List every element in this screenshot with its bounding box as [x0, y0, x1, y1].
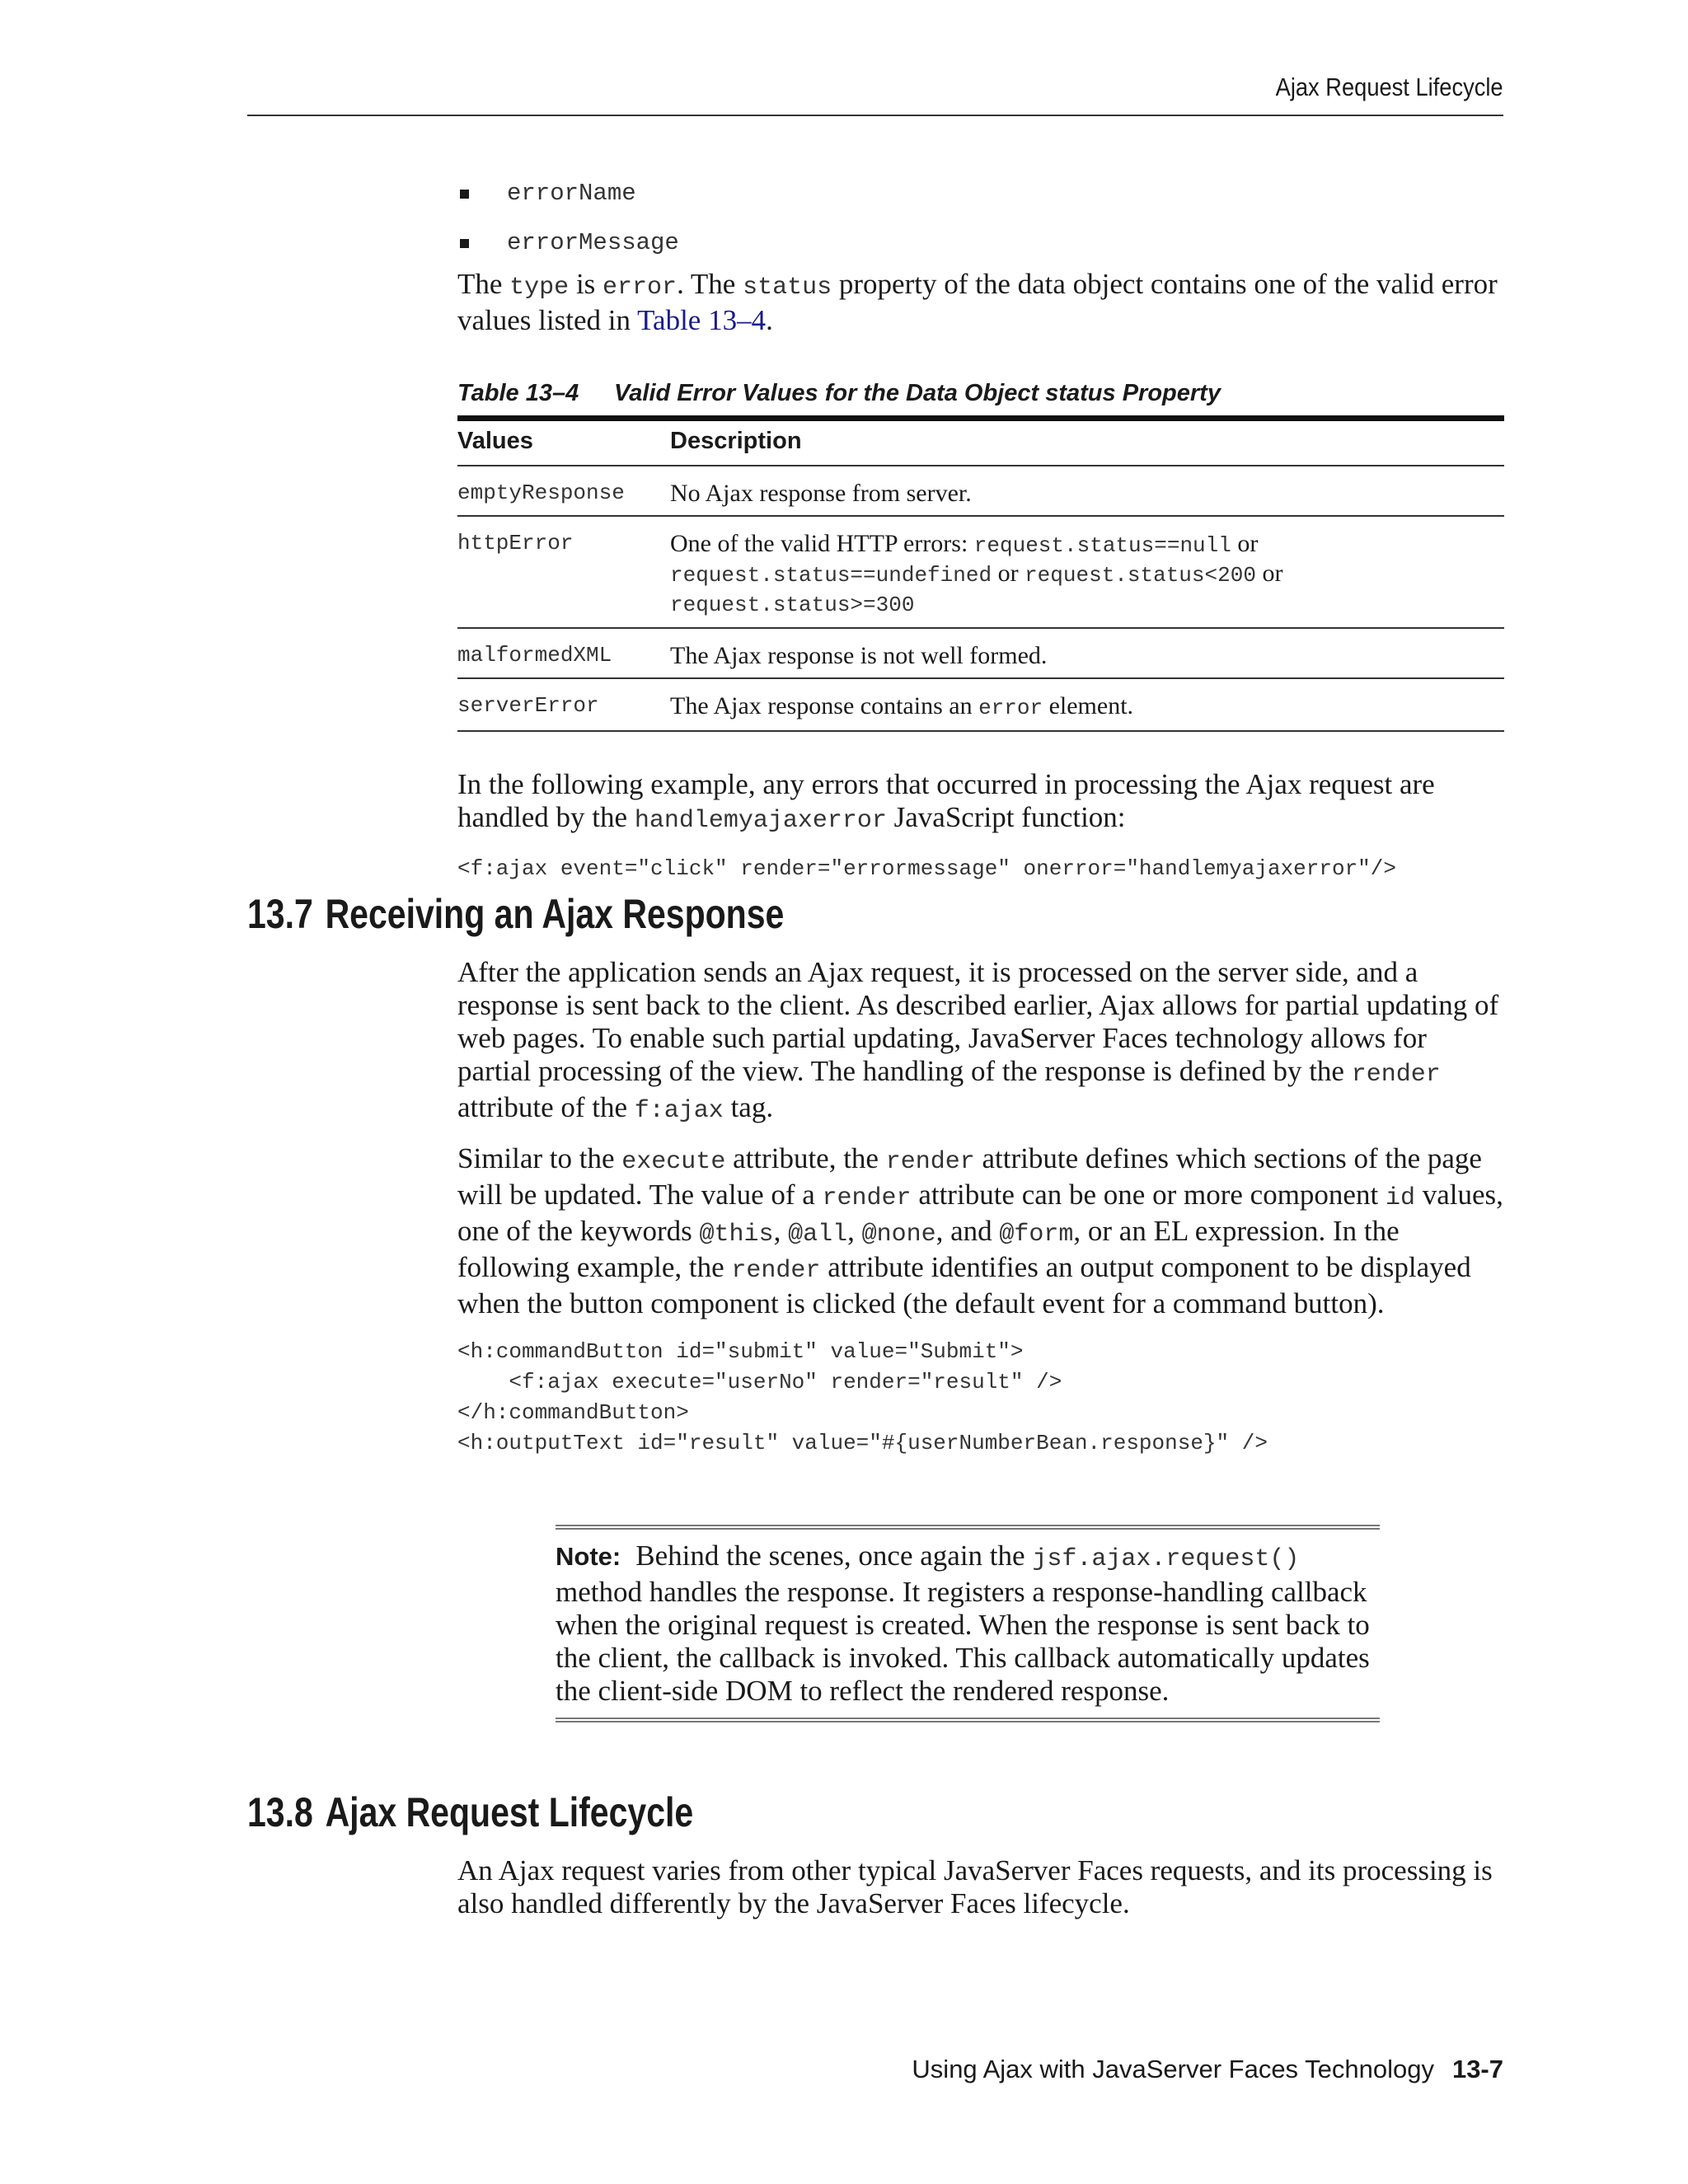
list-item [457, 169, 1504, 218]
table-row [457, 628, 1504, 678]
paragraph: After the application sends an Ajax request, it is processed on the server side, and a response is sent back to the client. As described earlier, Ajax allows for partial updating of web pages. To enable such partial updating, JavaServer Faces technology allows for partial processing of the view. The handling of the response is defined by the render attribute of the f:ajax tag. [457, 956, 1499, 1125]
note-label: Note: [556, 1542, 621, 1571]
description-cell: No Ajax response from server. [670, 466, 1504, 516]
example-code: <f:ajax event="click" render="errormessage" onerror="handlemyajaxerror"/> [457, 856, 1396, 881]
description-cell: The Ajax response contains an error element. [670, 678, 1504, 731]
table-caption-number: Table 13–4 [457, 380, 579, 406]
footer-book-title: Using Ajax with JavaServer Faces Technology [912, 2055, 1434, 2083]
paragraph: An Ajax request varies from other typical JavaServer Faces requests, and its processing is also handled differently by the JavaServer Faces lifecycle. [457, 1854, 1493, 1919]
table-row [457, 466, 1504, 516]
table-link[interactable]: Table 13–4 [637, 304, 767, 336]
error-values-table [457, 415, 1504, 732]
section-13-7-body [457, 956, 1504, 1459]
description-cell: The Ajax response is not well formed. [670, 628, 1504, 678]
column-header-values: Values [457, 419, 670, 466]
value-cell: emptyResponse [457, 466, 670, 516]
section-13-8-body [457, 1854, 1504, 1920]
page-footer [912, 2055, 1503, 2084]
value-cell: serverError [457, 678, 670, 731]
content-column [457, 169, 1504, 884]
table-header-row [457, 419, 1504, 466]
header-rule [247, 115, 1503, 116]
column-header-description: Description [670, 419, 1504, 466]
bullet-text: errorName [507, 180, 636, 207]
table-caption-title: Valid Error Values for the Data Object status Property [614, 380, 1221, 406]
table-row [457, 516, 1504, 628]
paragraph: Similar to the execute attribute, the render attribute defines which sections of the page will be updated. The value of a render attribute can be one or more component id values, one of the keywords @this, @all, @none, and @form, or an EL expression. In the following example, the render attribute identifies an output component to be displayed when the button component is clicked (the default event for a command button). [457, 1142, 1503, 1319]
command-button-code: <h:commandButton id="submit" value="Submit"> <f:ajax execute="userNo" render="result" /> </h:commandButton> <h:outputText id="result" value="#{userNumberBean.response}" /> [457, 1339, 1268, 1455]
value-cell: httpError [457, 516, 670, 628]
section-heading-13-7: 13.7 Receiving an Ajax Response [247, 891, 785, 937]
bullet-square-icon [460, 239, 469, 248]
example-paragraph: In the following example, any errors that occurred in processing the Ajax request are handled by the handlemyajaxerror JavaScript function: [457, 768, 1435, 835]
section-heading-13-8: 13.8 Ajax Request Lifecycle [247, 1789, 694, 1835]
running-header: Ajax Request Lifecycle [1276, 73, 1503, 101]
description-cell: One of the valid HTTP errors: request.status==null or request.status==undefined or request.status<200 or request.status>=300 [670, 516, 1504, 628]
note-text: Note: Behind the scenes, once again the jsf.ajax.request() method handles the response. It registers a response-handling callback when the original request is created. When the response is sent back to the client, the callback is invoked. This callback automatically updates the client-side DOM to reflect the rendered response. [556, 1540, 1370, 1707]
note-box [556, 1525, 1380, 1722]
page-number: 13-7 [1451, 2055, 1503, 2083]
intro-paragraph: The type is error. The status property of the data object contains one of the valid error values listed in Table 13–4. [457, 268, 1498, 336]
bullet-text: errorMessage [507, 229, 679, 256]
list-item [457, 218, 1504, 268]
table-caption [457, 380, 1504, 407]
value-cell: malformedXML [457, 628, 670, 678]
table-row [457, 678, 1504, 731]
bullet-square-icon [460, 190, 469, 199]
